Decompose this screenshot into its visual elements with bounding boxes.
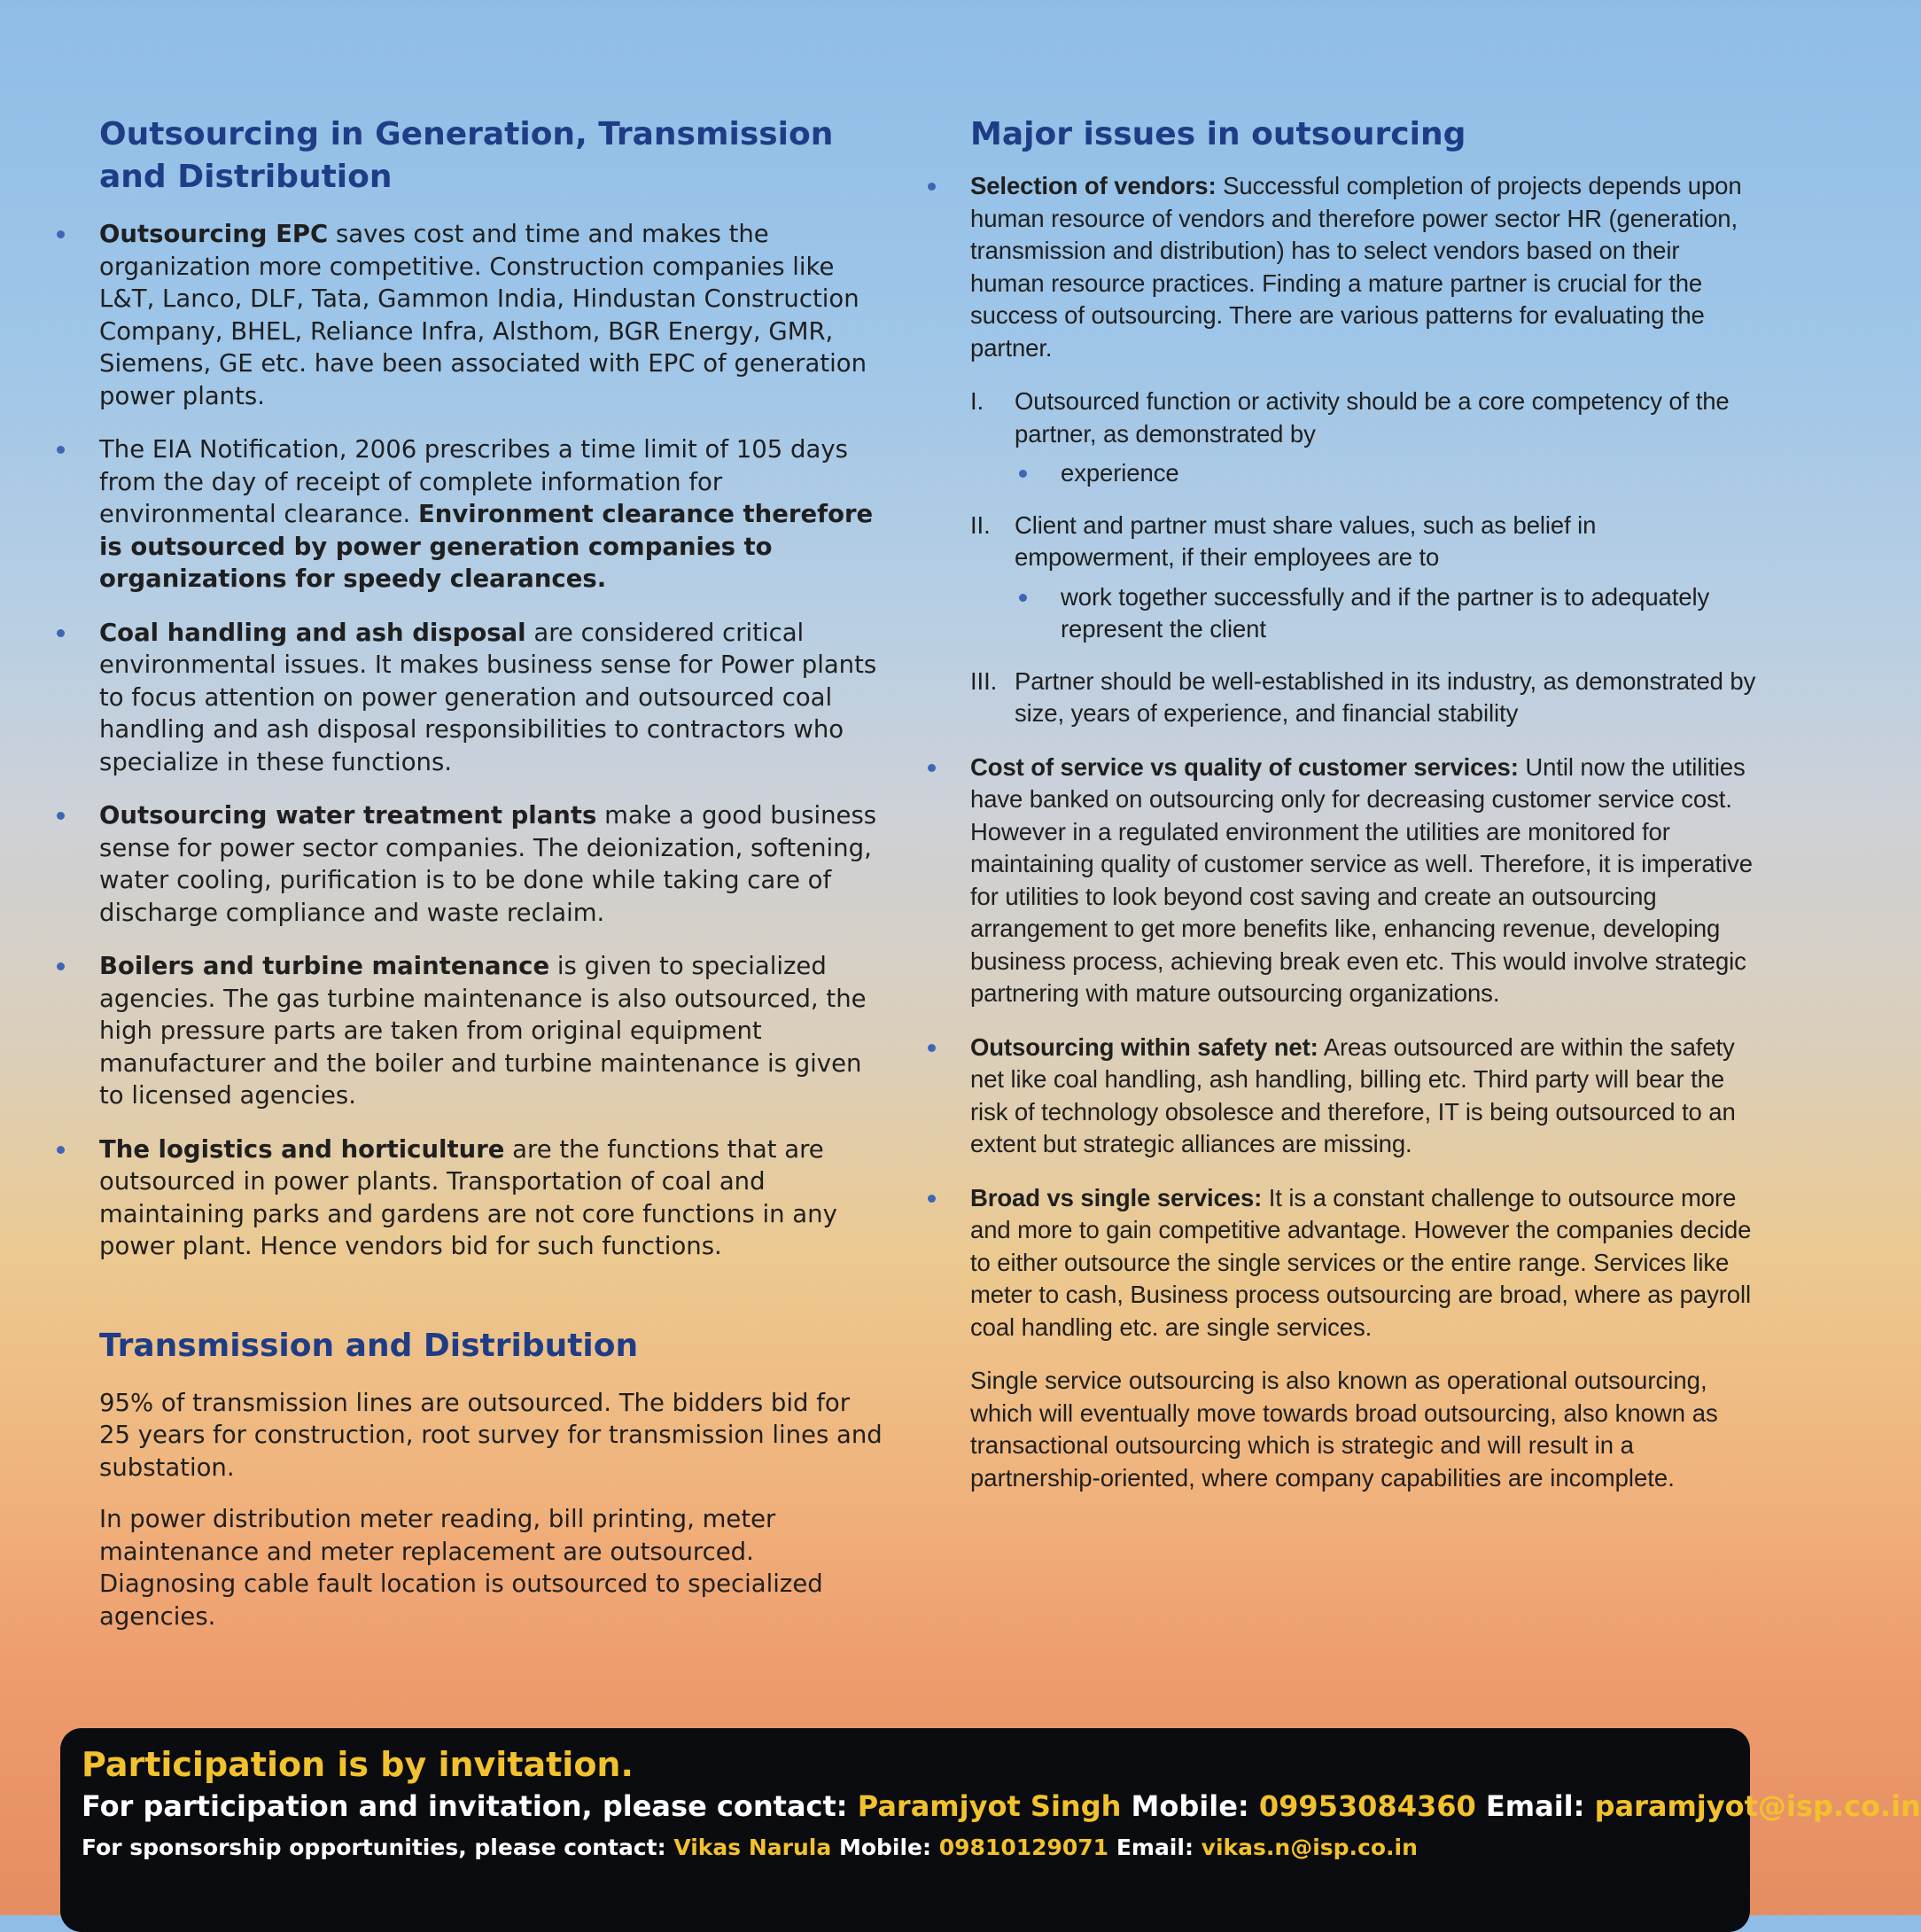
- mobile-label: Mobile:: [838, 1835, 932, 1860]
- item-title: Selection of vendors:: [970, 172, 1217, 199]
- contact-banner: [60, 1728, 1921, 1932]
- list-item: [926, 1032, 1759, 1161]
- participation-contact-line: [82, 1787, 1921, 1826]
- item-text: It is a constant challenge to outsource more and more to gain competitive advantage. However the companies decide to either outsource the single services or the entire range. Services like meter to cash, Business process outsourcing are broad, where as payroll coal handling etc. are single services.: [970, 1183, 1752, 1341]
- bullet-icon: [57, 962, 65, 970]
- contact-mobile[interactable]: 09810129071: [938, 1835, 1109, 1860]
- pattern-item: [970, 666, 1759, 730]
- list-item: [57, 433, 885, 596]
- item-title: Cost of service vs quality of customer services:: [970, 752, 1519, 781]
- bullet-icon: [57, 446, 65, 454]
- pattern-text: Partner should be well-established in its industry, as demonstrated by size, years of experience, and financial stability: [1015, 666, 1756, 727]
- roman-numeral: II.: [970, 510, 991, 539]
- invitation-headline: Participation is by invitation.: [82, 1745, 634, 1784]
- item-title: Outsourcing within safety net:: [970, 1032, 1318, 1061]
- contact-email-link[interactable]: paramjyot@isp.co.in: [1594, 1789, 1921, 1823]
- sub-list: [1015, 581, 1759, 646]
- item-title: Outsourcing EPC: [99, 220, 329, 248]
- td-paragraph: In power distribution meter reading, bill printing, meter maintenance and meter replacement are outsourced. Diagnosing cable fault location is outsourced to specialized agencies.: [99, 1505, 823, 1631]
- pattern-text: Client and partner must share values, such as belief in empowerment, if their employees are to: [1015, 510, 1597, 571]
- sub-item: [1015, 457, 1759, 490]
- contact-mobile[interactable]: 09953084360: [1258, 1789, 1476, 1823]
- bullet-icon: [928, 1195, 936, 1203]
- section-heading-issues: Major issues in outsourcing: [970, 116, 1466, 152]
- pattern-text: Outsourced function or activity should be a core competency of the partner, as demonstrated by: [1015, 387, 1730, 448]
- issues-list: [926, 170, 1759, 1344]
- right-column: [926, 113, 1759, 1494]
- contact-name: Paramjyot Singh: [857, 1789, 1122, 1823]
- list-item: [57, 799, 885, 929]
- bullet-icon: [57, 230, 65, 238]
- list-item-vendors: [926, 170, 1759, 730]
- bullet-icon: [57, 812, 65, 820]
- generation-list: [57, 218, 885, 1263]
- item-text: The EIA Notification, 2006 prescribes a time limit of 105 days from the day of receipt of complete information for environmental clearance.: [99, 435, 848, 528]
- section-heading-generation: Outsourcing in Generation, Transmission and Distribution: [99, 116, 834, 195]
- bullet-icon: [1019, 594, 1027, 602]
- item-text: are considered critical environmental issues. It makes business sense for Power plants to focus attention on power generation and outsourced coal handling and ash disposal responsibilities to contractors who specialize in these functions.: [99, 618, 877, 776]
- contact-label: For sponsorship opportunities, please contact:: [82, 1835, 666, 1860]
- item-text: Until now the utilities have banked on outsourcing only for decreasing customer service cost. However in a regulated environment the utilities are monitored for maintaining quality of customer service as well. Therefore, it is imperative for utilities to look beyond cost saving and create an outsourcing arrangement to get more benefits like, enhancing revenue, developing business process, achieving break even etc. This would involve strategic partnering with mature outsourcing organizations.: [970, 752, 1753, 1007]
- bullet-icon: [57, 1146, 65, 1154]
- list-item: [57, 617, 885, 779]
- sub-item: [1015, 581, 1759, 646]
- bullet-icon: [928, 183, 936, 191]
- sub-text: experience: [1061, 459, 1179, 487]
- mobile-label: Mobile:: [1131, 1789, 1249, 1823]
- td-paragraph: 95% of transmission lines are outsourced. The bidders bid for 25 years for construction, root survey for transmission lines and substation.: [99, 1388, 883, 1482]
- closing-paragraph: Single service outsourcing is also known as operational outsourcing, which will eventually move towards broad outsourcing, also known as transactional outsourcing which is strategic and will result in a partnership-oriented, where company capabilities are incomplete.: [970, 1367, 1718, 1492]
- bullet-icon: [928, 764, 936, 772]
- sponsorship-contact-line: [82, 1833, 1418, 1863]
- item-text: Successful completion of projects depends upon human resource of vendors and therefore power sector HR (generation, transmission and distribution) has to select vendors based on their human resource practices. Finding a mature partner is crucial for the success of outsourcing. There are various patterns for evaluating the partner.: [970, 172, 1742, 362]
- bullet-icon: [928, 1044, 936, 1052]
- bullet-icon: [57, 629, 65, 637]
- list-item: [57, 950, 885, 1112]
- list-item: [57, 218, 885, 412]
- evaluation-patterns: [970, 386, 1759, 730]
- item-text: Areas outsourced are within the safety net like coal handling, ash handling, billing etc. Third party will bear the risk of technology obsolesce and therefore, IT is being outsourced to an extent but strategic alliances are missing.: [970, 1032, 1736, 1157]
- section-heading-transmission: Transmission and Distribution: [99, 1327, 639, 1364]
- contact-name: Vikas Narula: [673, 1835, 832, 1860]
- roman-numeral: I.: [970, 387, 984, 415]
- contact-email-link[interactable]: vikas.n@isp.co.in: [1201, 1835, 1418, 1860]
- item-text: is given to specialized agencies. The gas turbine maintenance is also outsourced, the high pressure parts are taken from original equipment manufacturer and the boiler and turbine maintenance is given to licensed agencies.: [99, 952, 867, 1110]
- item-emphasis: Environment clearance therefore is outsourced by power generation companies to organizations for speedy clearances.: [99, 500, 874, 593]
- list-item: [57, 1133, 885, 1263]
- item-text: make a good business sense for power sector companies. The deionization, softening, water cooling, purification is to be done while taking care of discharge compliance and waste reclaim.: [99, 801, 877, 927]
- item-text: saves cost and time and makes the organization more competitive. Construction companies like L&T, Lanco, DLF, Tata, Gammon India, Hindustan Construction Company, BHEL, Reliance Infra, Alsthom, BGR Energy, GMR, Siemens, GE etc. have been associated with EPC of generation power plants.: [99, 220, 867, 410]
- bullet-icon: [1019, 470, 1027, 478]
- contact-label: For participation and invitation, please contact:: [82, 1789, 848, 1823]
- pattern-item: [970, 510, 1759, 646]
- email-label: Email:: [1485, 1789, 1585, 1823]
- item-title: Boilers and turbine maintenance: [99, 952, 550, 980]
- left-column: [57, 113, 885, 1652]
- item-title: Broad vs single services:: [970, 1183, 1263, 1211]
- pattern-item: [970, 386, 1759, 490]
- sub-text: work together successfully and if the partner is to adequately represent the client: [1061, 582, 1710, 643]
- item-title: The logistics and horticulture: [99, 1134, 505, 1164]
- list-item: [926, 1182, 1759, 1344]
- sub-list: [1015, 457, 1759, 490]
- item-title: Coal handling and ash disposal: [99, 618, 526, 647]
- item-title: Outsourcing water treatment plants: [99, 801, 597, 830]
- email-label: Email:: [1116, 1835, 1194, 1860]
- list-item: [926, 752, 1759, 1010]
- item-text: are the functions that are outsourced in power plants. Transportation of coal and maintaining parks and gardens are not core functions in any power plant. Hence vendors bid for such functions.: [99, 1134, 837, 1260]
- roman-numeral: III.: [970, 666, 998, 695]
